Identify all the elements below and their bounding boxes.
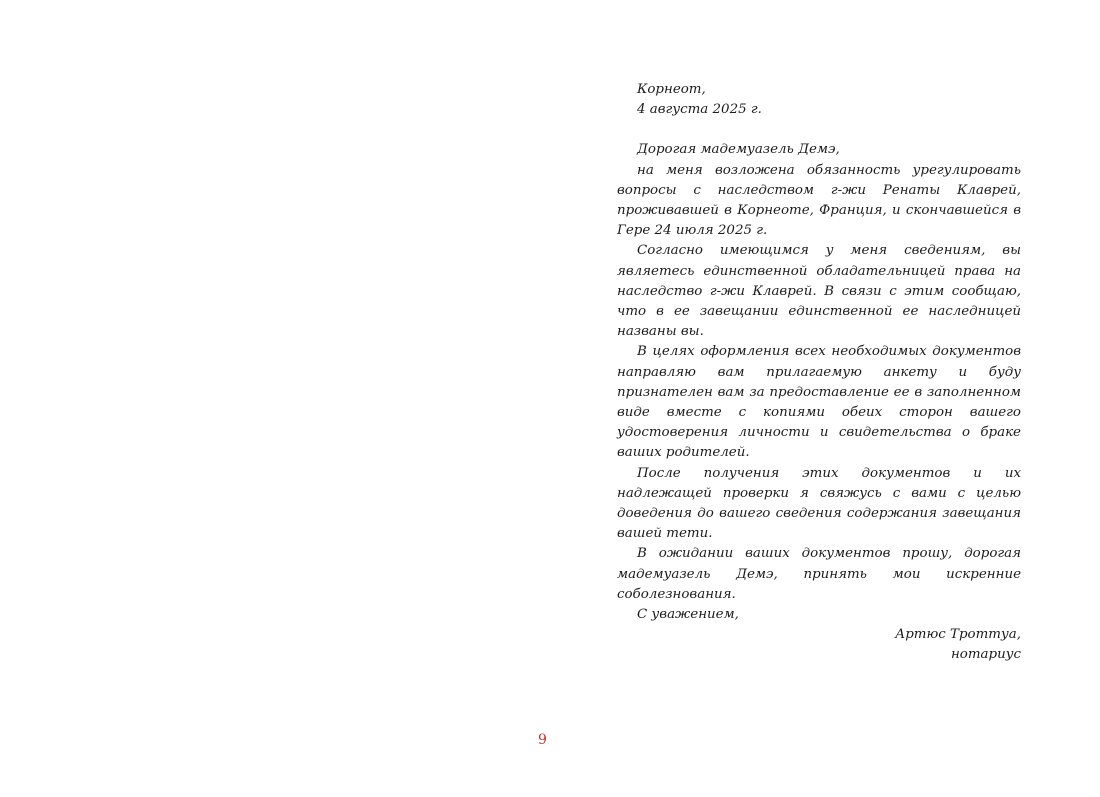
letter-paragraph: на меня возложена обязанность урегулировать вопросы с наследством г-жи Ренаты Клаврей, проживавшей в Корнеоте, Франция, и скончавшейся в Гере 24 июля 2025 г.	[617, 162, 1021, 239]
signature-name: Артюс Троттуа,	[895, 627, 1021, 643]
letter-paragraph: После получения этих документов и их надлежащей проверки я свяжусь с вами с целью доведения до вашего сведения содержания завещания вашей тети.	[617, 465, 1021, 542]
letter-closing: С уважением,	[637, 607, 739, 623]
signature-title: нотариус	[950, 647, 1021, 663]
page-number: 9	[538, 732, 547, 748]
letter-place: Корнеот,	[637, 82, 706, 97]
letter-salutation: Дорогая мадемуазель Демэ,	[637, 142, 840, 158]
letter	[617, 80, 1021, 666]
letter-paragraph: В ожидании ваших документов прошу, дорогая мадемуазель Демэ, принять мои искренние соболезнования.	[617, 546, 1021, 602]
letter-paragraph: В целях оформления всех необходимых документов направляю вам прилагаемую анкету и буду признателен вам за предоставление ее в заполненном виде вместе с копиями обеих сторон вашего удостоверения личности и свидетельства о браке ваших родителей.	[617, 344, 1021, 461]
letter-paragraph: Согласно имеющимся у меня сведениям, вы являетесь единственной обладательницей права на наследство г-жи Клаврей. В связи с этим сообщаю, что в ее завещании единственной ее наследницей названы вы.	[617, 243, 1021, 340]
letter-date: 4 августа 2025 г.	[637, 102, 762, 118]
